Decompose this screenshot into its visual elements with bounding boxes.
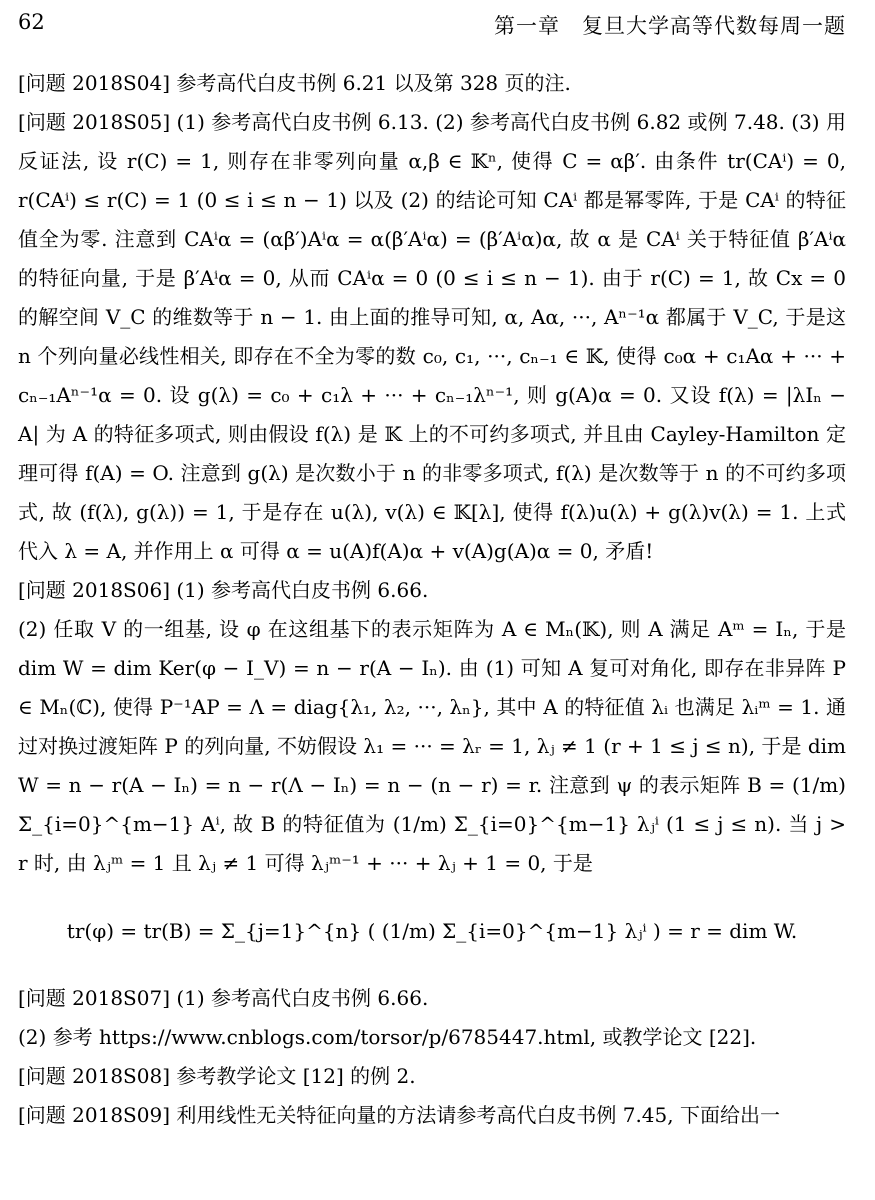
display-equation: tr(φ) = tr(B) = Σ_{j=1}^{n} ( (1/m) Σ_{i=0}^{m−1} λⱼⁱ ) = r = dim W.: [66, 919, 798, 943]
problem-2018s09: [问题 2018S09] 利用线性无关特征向量的方法请参考高代白皮书例 7.45, 下面给出一: [18, 1103, 780, 1127]
page-number: 62: [18, 10, 45, 34]
running-title: 第一章 复旦大学高等代数每周一题: [494, 14, 846, 38]
problem-2018s07-part2: (2) 参考 https://www.cnblogs.com/torsor/p/6785447.html, 或教学论文 [22].: [18, 1025, 757, 1049]
problem-2018s05: [问题 2018S05] (1) 参考高代白皮书例 6.13. (2) 参考高代白皮书例 6.82 或例 7.48. (3) 用反证法, 设 r(C) = 1, 则存在非零列向量 α,β ∈ 𝕂ⁿ, 使得 C = αβ′. 由条件 tr(CAⁱ) = 0, r(CAⁱ) ≤ r(C) = 1 (0 ≤ i ≤ n − 1) 以及 (2) 的结论可知 CAⁱ 都是幂零阵, 于是 CAⁱ 的特征值全为零. 注意到 CAⁱα = (αβ′)Aⁱα = α(β′Aⁱα) = (β′Aⁱα)α, 故 α 是 CAⁱ 关于特征值 β′Aⁱα 的特征向量, 于是 β′Aⁱα = 0, 从而 CAⁱα = 0 (0 ≤ i ≤ n − 1). 由于 r(C) = 1, 故 Cx = 0 的解空间 V_C 的维数等于 n − 1. 由上面的推导可知, α, Aα, ···, Aⁿ⁻¹α 都属于 V_C, 于是这 n 个列向量必线性相关, 即存在不全为零的数 c₀, c₁, ···, cₙ₋₁ ∈ 𝕂, 使得 c₀α + c₁Aα + ··· + cₙ₋₁Aⁿ⁻¹α = 0. 设 g(λ) = c₀ + c₁λ + ··· + cₙ₋₁λⁿ⁻¹, 则 g(A)α = 0. 又设 f(λ) = |λIₙ − A| 为 A 的特征多项式, 则由假设 f(λ) 是 𝕂 上的不可约多项式, 并且由 Cayley-Hamilton 定理可得 f(A) = O. 注意到 g(λ) 是次数小于 n 的非零多项式, f(λ) 是次数等于 n 的不可约多项式, 故 (f(λ), g(λ)) = 1, 于是存在 u(λ), v(λ) ∈ 𝕂[λ], 使得 f(λ)u(λ) + g(λ)v(λ) = 1. 上式代入 λ = A, 并作用上 α 可得 α = u(A)f(A)α + v(A)g(A)α = 0, 矛盾!: [18, 110, 846, 563]
problem-2018s04: [问题 2018S04] 参考高代白皮书例 6.21 以及第 328 页的注.: [18, 71, 571, 95]
problem-2018s08: [问题 2018S08] 参考教学论文 [12] 的例 2.: [18, 1064, 416, 1088]
problem-2018s06-part2: (2) 任取 V 的一组基, 设 φ 在这组基下的表示矩阵为 A ∈ Mₙ(𝕂), 则 A 满足 Aᵐ = Iₙ, 于是 dim W = dim Ker(φ − I_V) = n − r(A − Iₙ). 由 (1) 可知 A 复可对角化, 即存在非异阵 P ∈ Mₙ(ℂ), 使得 P⁻¹AP = Λ = diag{λ₁, λ₂, ···, λₙ}, 其中 A 的特征值 λᵢ 也满足 λᵢᵐ = 1. 通过对换过渡矩阵 P 的列向量, 不妨假设 λ₁ = ··· = λᵣ = 1, λⱼ ≠ 1 (r + 1 ≤ j ≤ n), 于是 dim W = n − r(A − Iₙ) = n − r(Λ − Iₙ) = n − (n − r) = r. 注意到 ψ 的表示矩阵 B = (1/m) Σ_{i=0}^{m−1} Aⁱ, 故 B 的特征值为 (1/m) Σ_{i=0}^{m−1} λⱼⁱ (1 ≤ j ≤ n). 当 j > r 时, 由 λⱼᵐ = 1 且 λⱼ ≠ 1 可得 λⱼᵐ⁻¹ + ··· + λⱼ + 1 = 0, 于是: [18, 617, 846, 875]
problem-2018s06-part1: [问题 2018S06] (1) 参考高代白皮书例 6.66.: [18, 578, 429, 602]
page-header: [18, 10, 846, 38]
page-body: [18, 64, 846, 1135]
problem-2018s07-part1: [问题 2018S07] (1) 参考高代白皮书例 6.66.: [18, 986, 429, 1010]
